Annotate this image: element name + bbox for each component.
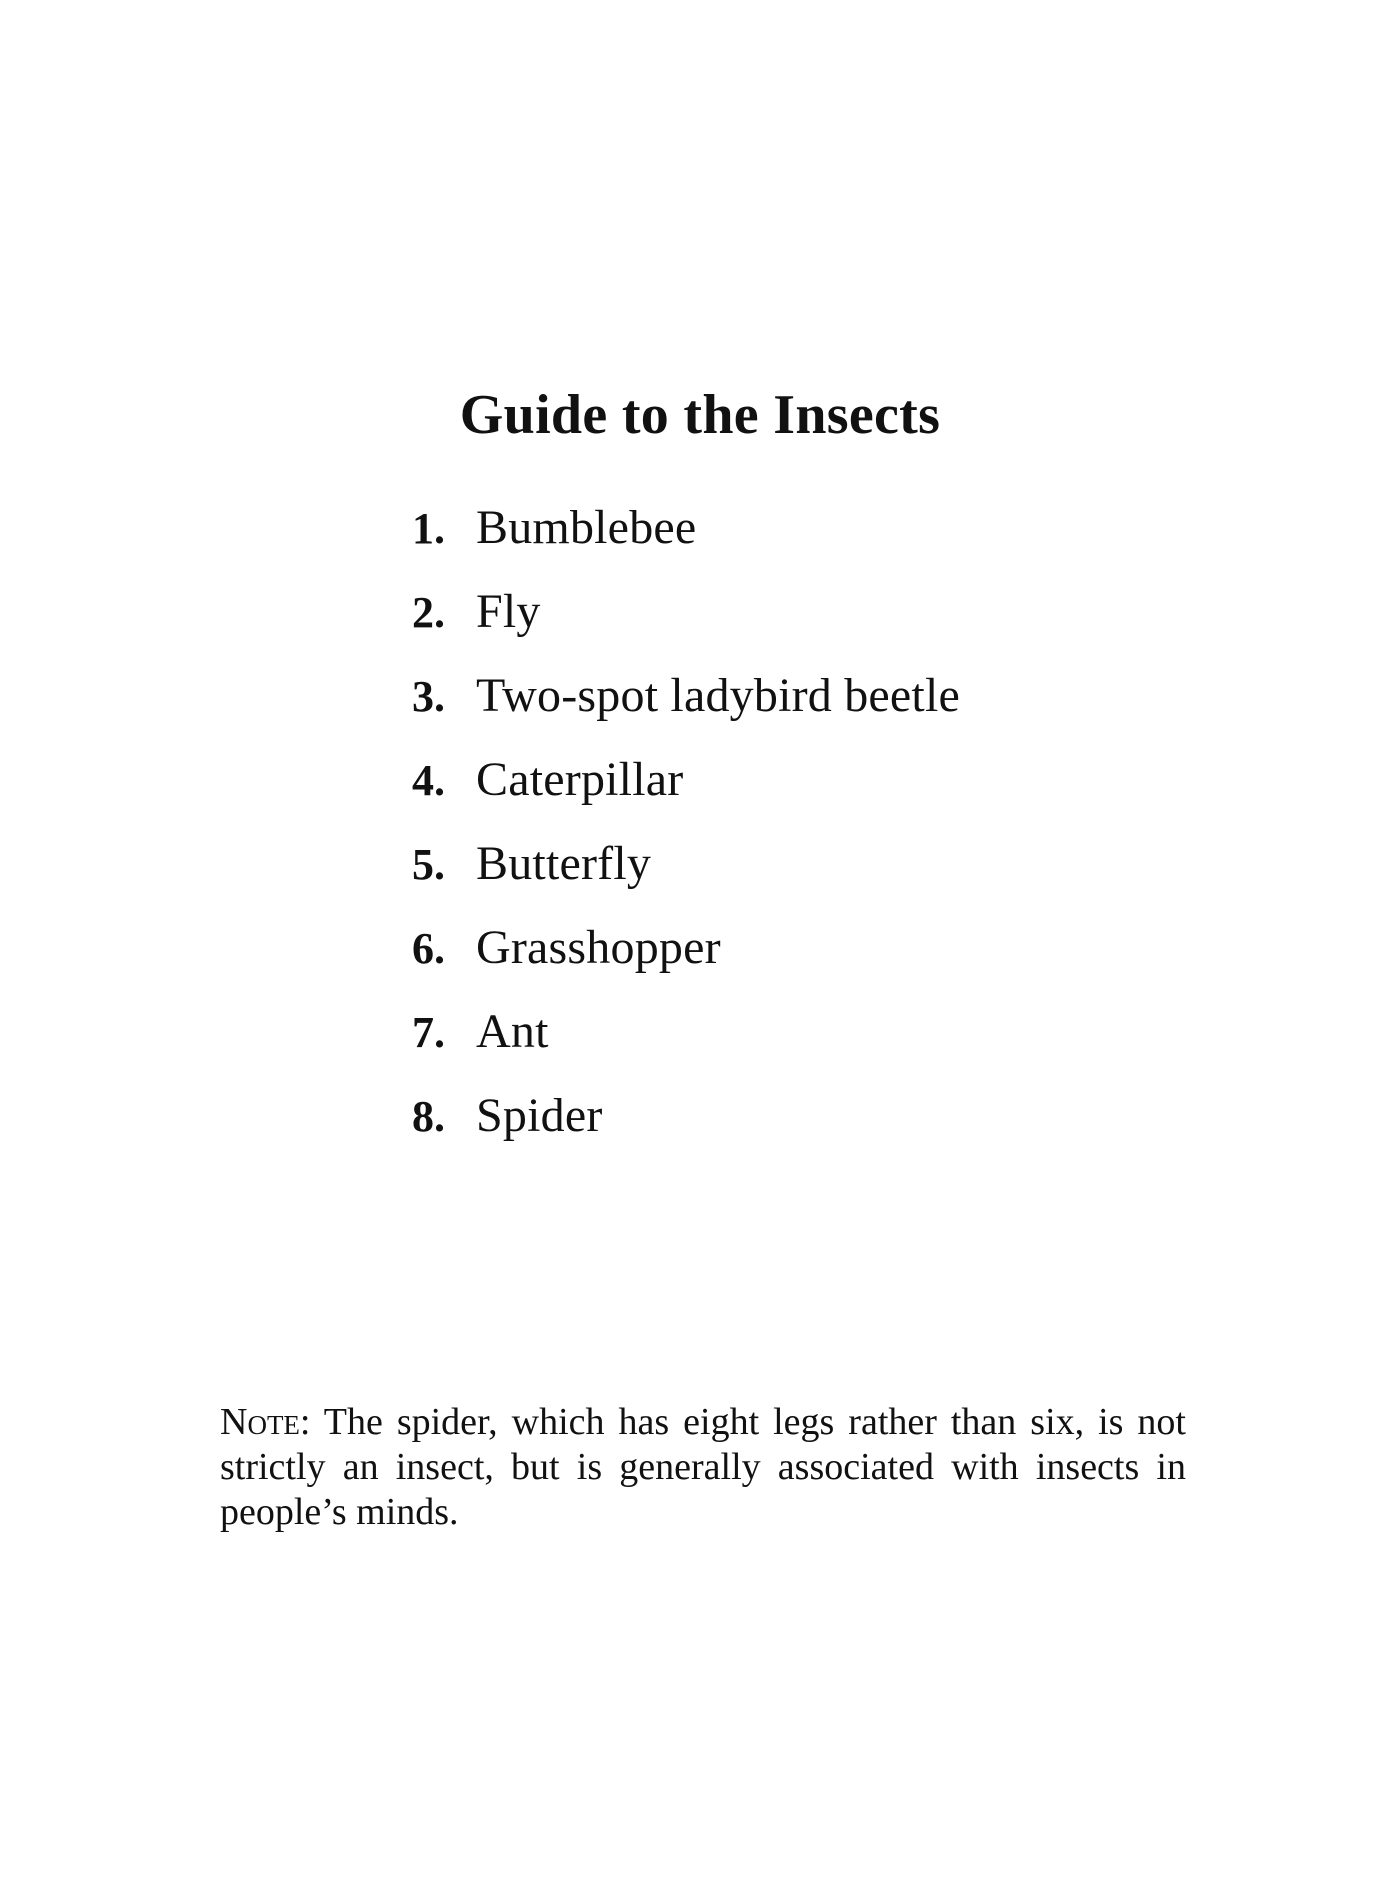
list-item-label: Bumblebee: [476, 501, 697, 554]
list-item: [412, 577, 960, 661]
note-label: Note:: [220, 1401, 311, 1443]
list-item-number: 4.: [412, 756, 445, 805]
list-item-label: Ant: [476, 1005, 549, 1058]
list-item: [412, 997, 960, 1081]
list-item: [412, 745, 960, 829]
list-item-label: Two-spot ladybird beetle: [476, 669, 960, 722]
list-item-number: 3.: [412, 672, 445, 721]
list-item-number: 7.: [412, 1008, 445, 1057]
list-item-number: 8.: [412, 1092, 445, 1141]
list-item-number: 6.: [412, 924, 445, 973]
list-item-number: 1.: [412, 504, 445, 553]
page-title: [0, 380, 1400, 450]
list-item: [412, 913, 960, 997]
note-text: The spider, which has eight legs rather than six, is not strictly an insect, but is generally associated with insects in people’s minds.: [220, 1401, 1186, 1533]
footnote: [220, 1400, 1186, 1535]
list-item: [412, 829, 960, 913]
list-item-label: Caterpillar: [476, 753, 684, 806]
list-item-label: Grasshopper: [476, 921, 721, 974]
list-item-number: 5.: [412, 840, 445, 889]
page-title-text: Guide to the Insects: [459, 384, 941, 446]
list-item: [412, 661, 960, 745]
list-item-label: Butterfly: [476, 837, 652, 890]
list-item: [412, 493, 960, 577]
insect-list: [412, 493, 960, 1165]
list-item-label: Spider: [476, 1089, 603, 1142]
list-item-number: 2.: [412, 588, 445, 637]
list-item-label: Fly: [476, 585, 541, 638]
list-item: [412, 1081, 960, 1165]
